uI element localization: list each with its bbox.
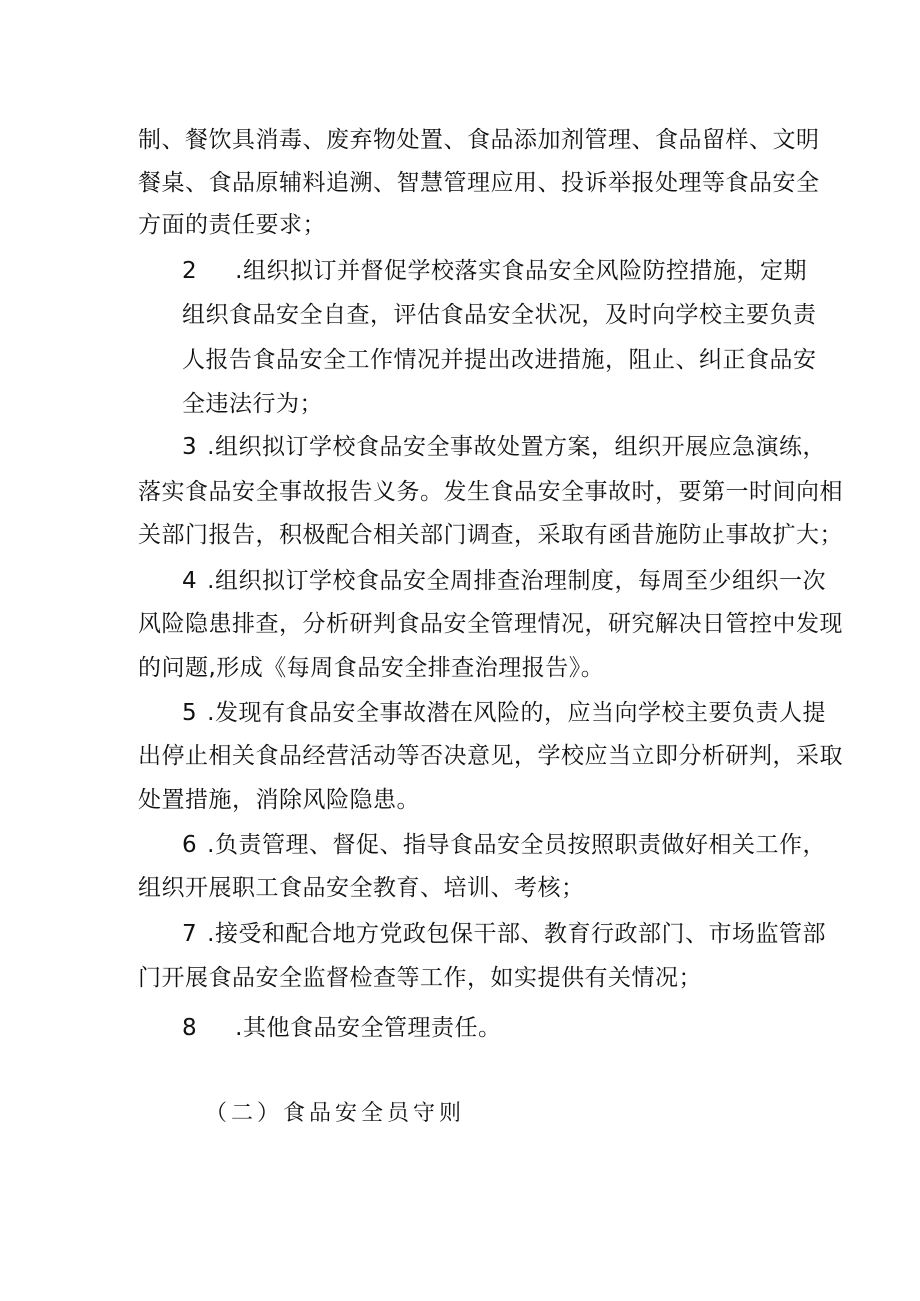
item-5-line-2: 出停止相关食品经营活动等否决意见，学校应当立即分析研判，采取 [138, 743, 843, 769]
item-4-line-3: 的问题,形成《每周食品安全排查治理报告》。 [138, 655, 605, 681]
item-8-text-1: .其他食品安全管理责任。 [235, 1015, 502, 1041]
item-2-line-2: 组织食品安全自查，评估食品安全状况，及时向学校主要负责 [182, 302, 817, 328]
item-5-line-1 [182, 693, 826, 733]
item-4-number: 4 [182, 568, 198, 594]
intro-line-1: 制、餐饮具消毒、废弃物处置、食品添加剂管理、食品留样、文明 [138, 127, 820, 153]
item-2-line-1 [182, 251, 807, 291]
item-8-line-1 [182, 1008, 501, 1048]
section-heading: （二）食品安全员守则 [205, 1101, 466, 1126]
item-3-line-3: 关部门报告，积极配合相关部门调查，采取有函昔施防止事故扩大； [138, 522, 843, 548]
item-3-text-1: .组织拟订学校食品安全事故处置方案，组织开展应急演练， [207, 434, 826, 460]
item-6-number: 6 [182, 832, 198, 858]
item-6-text-1: .负责管理、督促、指导食品安全员按照职责做好相关工作， [207, 832, 826, 858]
item-2-number: 2 [182, 258, 198, 284]
item-6-line-2: 组织开展职工食品安全教育、培训、考核； [138, 875, 585, 901]
item-6-line-1 [182, 825, 826, 865]
item-2-text-1: .组织拟订并督促学校落实食品安全风险防控措施，定期 [235, 258, 807, 284]
item-4-line-1 [182, 561, 826, 601]
item-7-number: 7 [182, 921, 198, 947]
item-3-number: 3 [182, 434, 198, 460]
item-3-line-1 [182, 427, 826, 467]
item-5-line-3: 处置措施，消除风险隐患。 [138, 787, 420, 813]
intro-line-2: 餐桌、食品原辅料追溯、智慧管理应用、投诉举报处理等食品安全 [138, 170, 820, 196]
item-7-text-1: .接受和配合地方党政包保干部、教育行政部门、市场监管部 [207, 921, 826, 947]
item-7-line-2: 门开展食品安全监督检查等工作，如实提供有关情况； [138, 965, 702, 991]
item-3-line-2: 落实食品安全事故报告义务。发生食品安全事故时，要第一时间向相 [138, 479, 843, 505]
item-8-number: 8 [182, 1015, 198, 1041]
item-2-line-4: 全违法行为； [182, 391, 323, 417]
item-4-line-2: 风险隐患排查，分析研判食品安全管理情况，研究解决日管控中发现 [138, 611, 843, 637]
item-4-text-1: .组织拟订学校食品安全周排查治理制度，每周至少组织一次 [207, 568, 826, 594]
item-7-line-1 [182, 914, 826, 954]
item-5-text-1: .发现有食品安全事故潜在风险的，应当向学校主要负责人提 [207, 700, 826, 726]
item-2-line-3: 人报告食品安全工作情况并提出改进措施，阻止、纠正食品安 [182, 347, 817, 373]
intro-line-3: 方面的责任要求； [138, 212, 326, 238]
item-5-number: 5 [182, 700, 198, 726]
